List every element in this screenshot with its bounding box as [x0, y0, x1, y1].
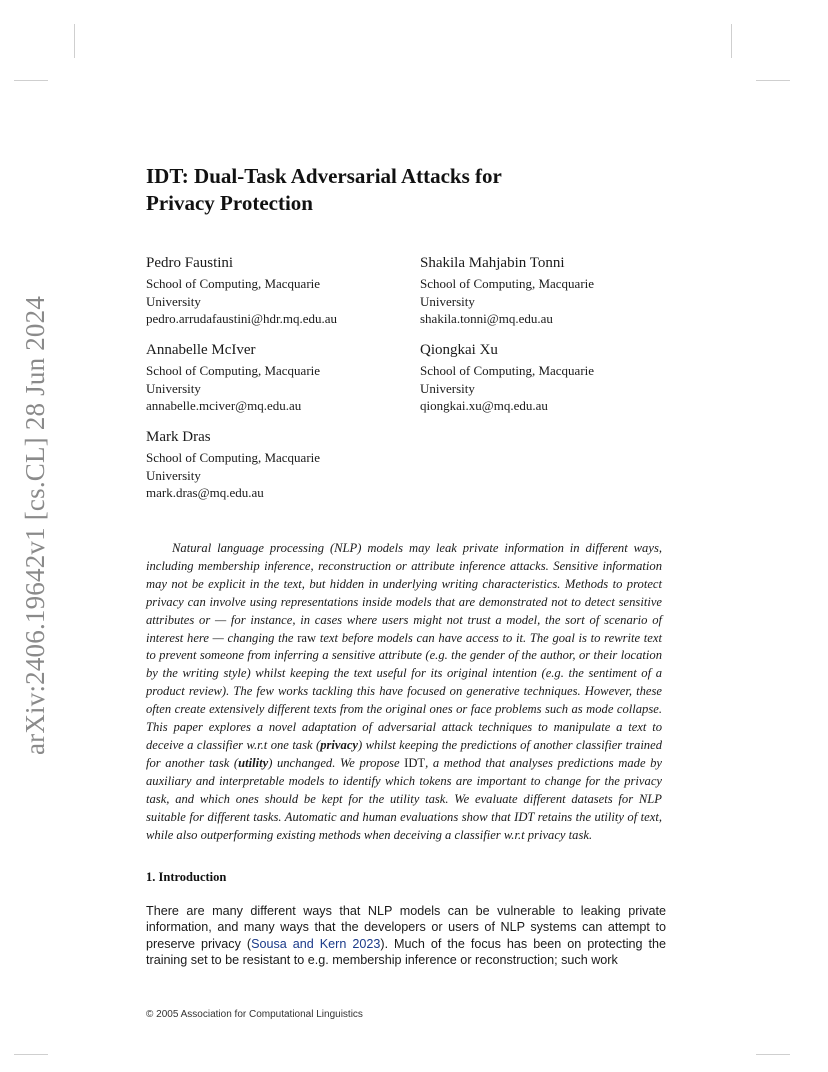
abstract-text: text before models can have access to it. The goal is to rewrite text to prevent someone from inferring a sensitive attribute (e.g. the gender of the author, or their location by the writing style) whilst keeping the text useful for its original intention (e.g. the sentiment of a product review). The few works tackling this have focused on generative techniques. However, these often create extensively different texts from the original ones or face problems such as mode collapse. This paper explores a novel adaptation of adversarial attack techniques to manipulate a text to deceive a classifier w.r.t one task ( [146, 630, 662, 752]
section-heading: 1. Introduction [146, 870, 227, 884]
author-block [420, 254, 680, 328]
author-affiliation: University [420, 380, 475, 396]
author-block [146, 254, 406, 328]
arxiv-stamp-text: arXiv:2406.19642v1 [cs.CL] 28 Jun 2024 [20, 295, 51, 755]
author-name: Shakila Mahjabin Tonni [420, 255, 565, 271]
author-email: pedro.arrudafaustini@hdr.mq.edu.au [146, 311, 338, 326]
intro-text: There are many different ways that NLP models can be vulnerable to leaking private information, and many ways that the developers or users of NLP systems can attempt to preserve privacy ( [146, 904, 666, 951]
intro-text: ). Much of the focus has been on protecting the training set to be resistant to e.g. membership inference or reconstruction; such work [146, 936, 666, 968]
abstract-idt: IDT [404, 755, 426, 770]
footer-copyright: © 2005 Association for Computational Linguistics [146, 1009, 363, 1020]
citation-link[interactable]: Sousa and Kern 2023 [251, 936, 381, 951]
arxiv-stamp [14, 290, 58, 760]
author-block [146, 428, 406, 502]
author-name: Mark Dras [146, 429, 211, 445]
title-line: IDT: Dual-Task Adversarial Attacks for [146, 164, 502, 188]
abstract [146, 540, 662, 844]
crop-mark [731, 24, 732, 58]
author-affiliation: School of Computing, Macquarie [146, 363, 321, 378]
author-name: Annabelle McIver [146, 342, 256, 358]
crop-mark [756, 1054, 790, 1055]
author-affiliation: University [420, 293, 475, 309]
author-name: Pedro Faustini [146, 255, 234, 271]
author-name: Qiongkai Xu [420, 342, 498, 358]
author-affiliation: University [146, 380, 201, 396]
crop-mark [756, 80, 790, 81]
crop-mark [74, 24, 75, 58]
abstract-text: ) whilst keeping the predictions of another classifier trained for another task ( [146, 737, 662, 770]
paper-title [146, 163, 706, 217]
author-affiliation: School of Computing, Macquarie [146, 276, 321, 291]
author-block [146, 341, 406, 415]
author-block [420, 341, 680, 415]
author-affiliation: School of Computing, Macquarie [146, 450, 321, 465]
author-email: mark.dras@mq.edu.au [146, 485, 264, 500]
author-email: qiongkai.xu@mq.edu.au [420, 398, 548, 413]
title-line: Privacy Protection [146, 191, 313, 215]
crop-mark [14, 80, 48, 81]
author-affiliation: University [146, 293, 201, 309]
abstract-text: , a method that analyses predictions made by auxiliary and interpretable models to identify which tokens are important to change for the privacy task, and which ones should be kept for the utility task. We evaluate different datasets for NLP suitable for different tasks. Automatic and human evaluations show that IDT retains the utility of text, while also outperforming existing methods when deceiving a classifier w.r.t privacy task. [146, 755, 663, 842]
abstract-text: Natural language processing (NLP) models may leak private information in different ways, including membership inference, reconstruction or attribute inference attacks. Sensitive information may not be explicit in the text, but hidden in underlying writing characteristics. Methods to protect privacy can involve using representations inside models that are demonstrated not to detect sensitive attributes or — for instance, in cases where users might not trust a model, the sort of scenario of interest here — changing the [146, 541, 662, 645]
author-affiliation: University [146, 467, 201, 483]
abstract-utility: utility [238, 755, 269, 770]
abstract-text: ) unchanged. We propose [268, 755, 405, 770]
author-affiliation: School of Computing, Macquarie [420, 276, 595, 291]
author-email: annabelle.mciver@mq.edu.au [146, 398, 302, 413]
abstract-raw: raw [297, 630, 317, 645]
crop-mark [14, 1054, 48, 1055]
author-email: shakila.tonni@mq.edu.au [420, 311, 553, 326]
abstract-privacy: privacy [320, 737, 358, 752]
author-affiliation: School of Computing, Macquarie [420, 363, 595, 378]
intro-paragraph [146, 903, 666, 969]
